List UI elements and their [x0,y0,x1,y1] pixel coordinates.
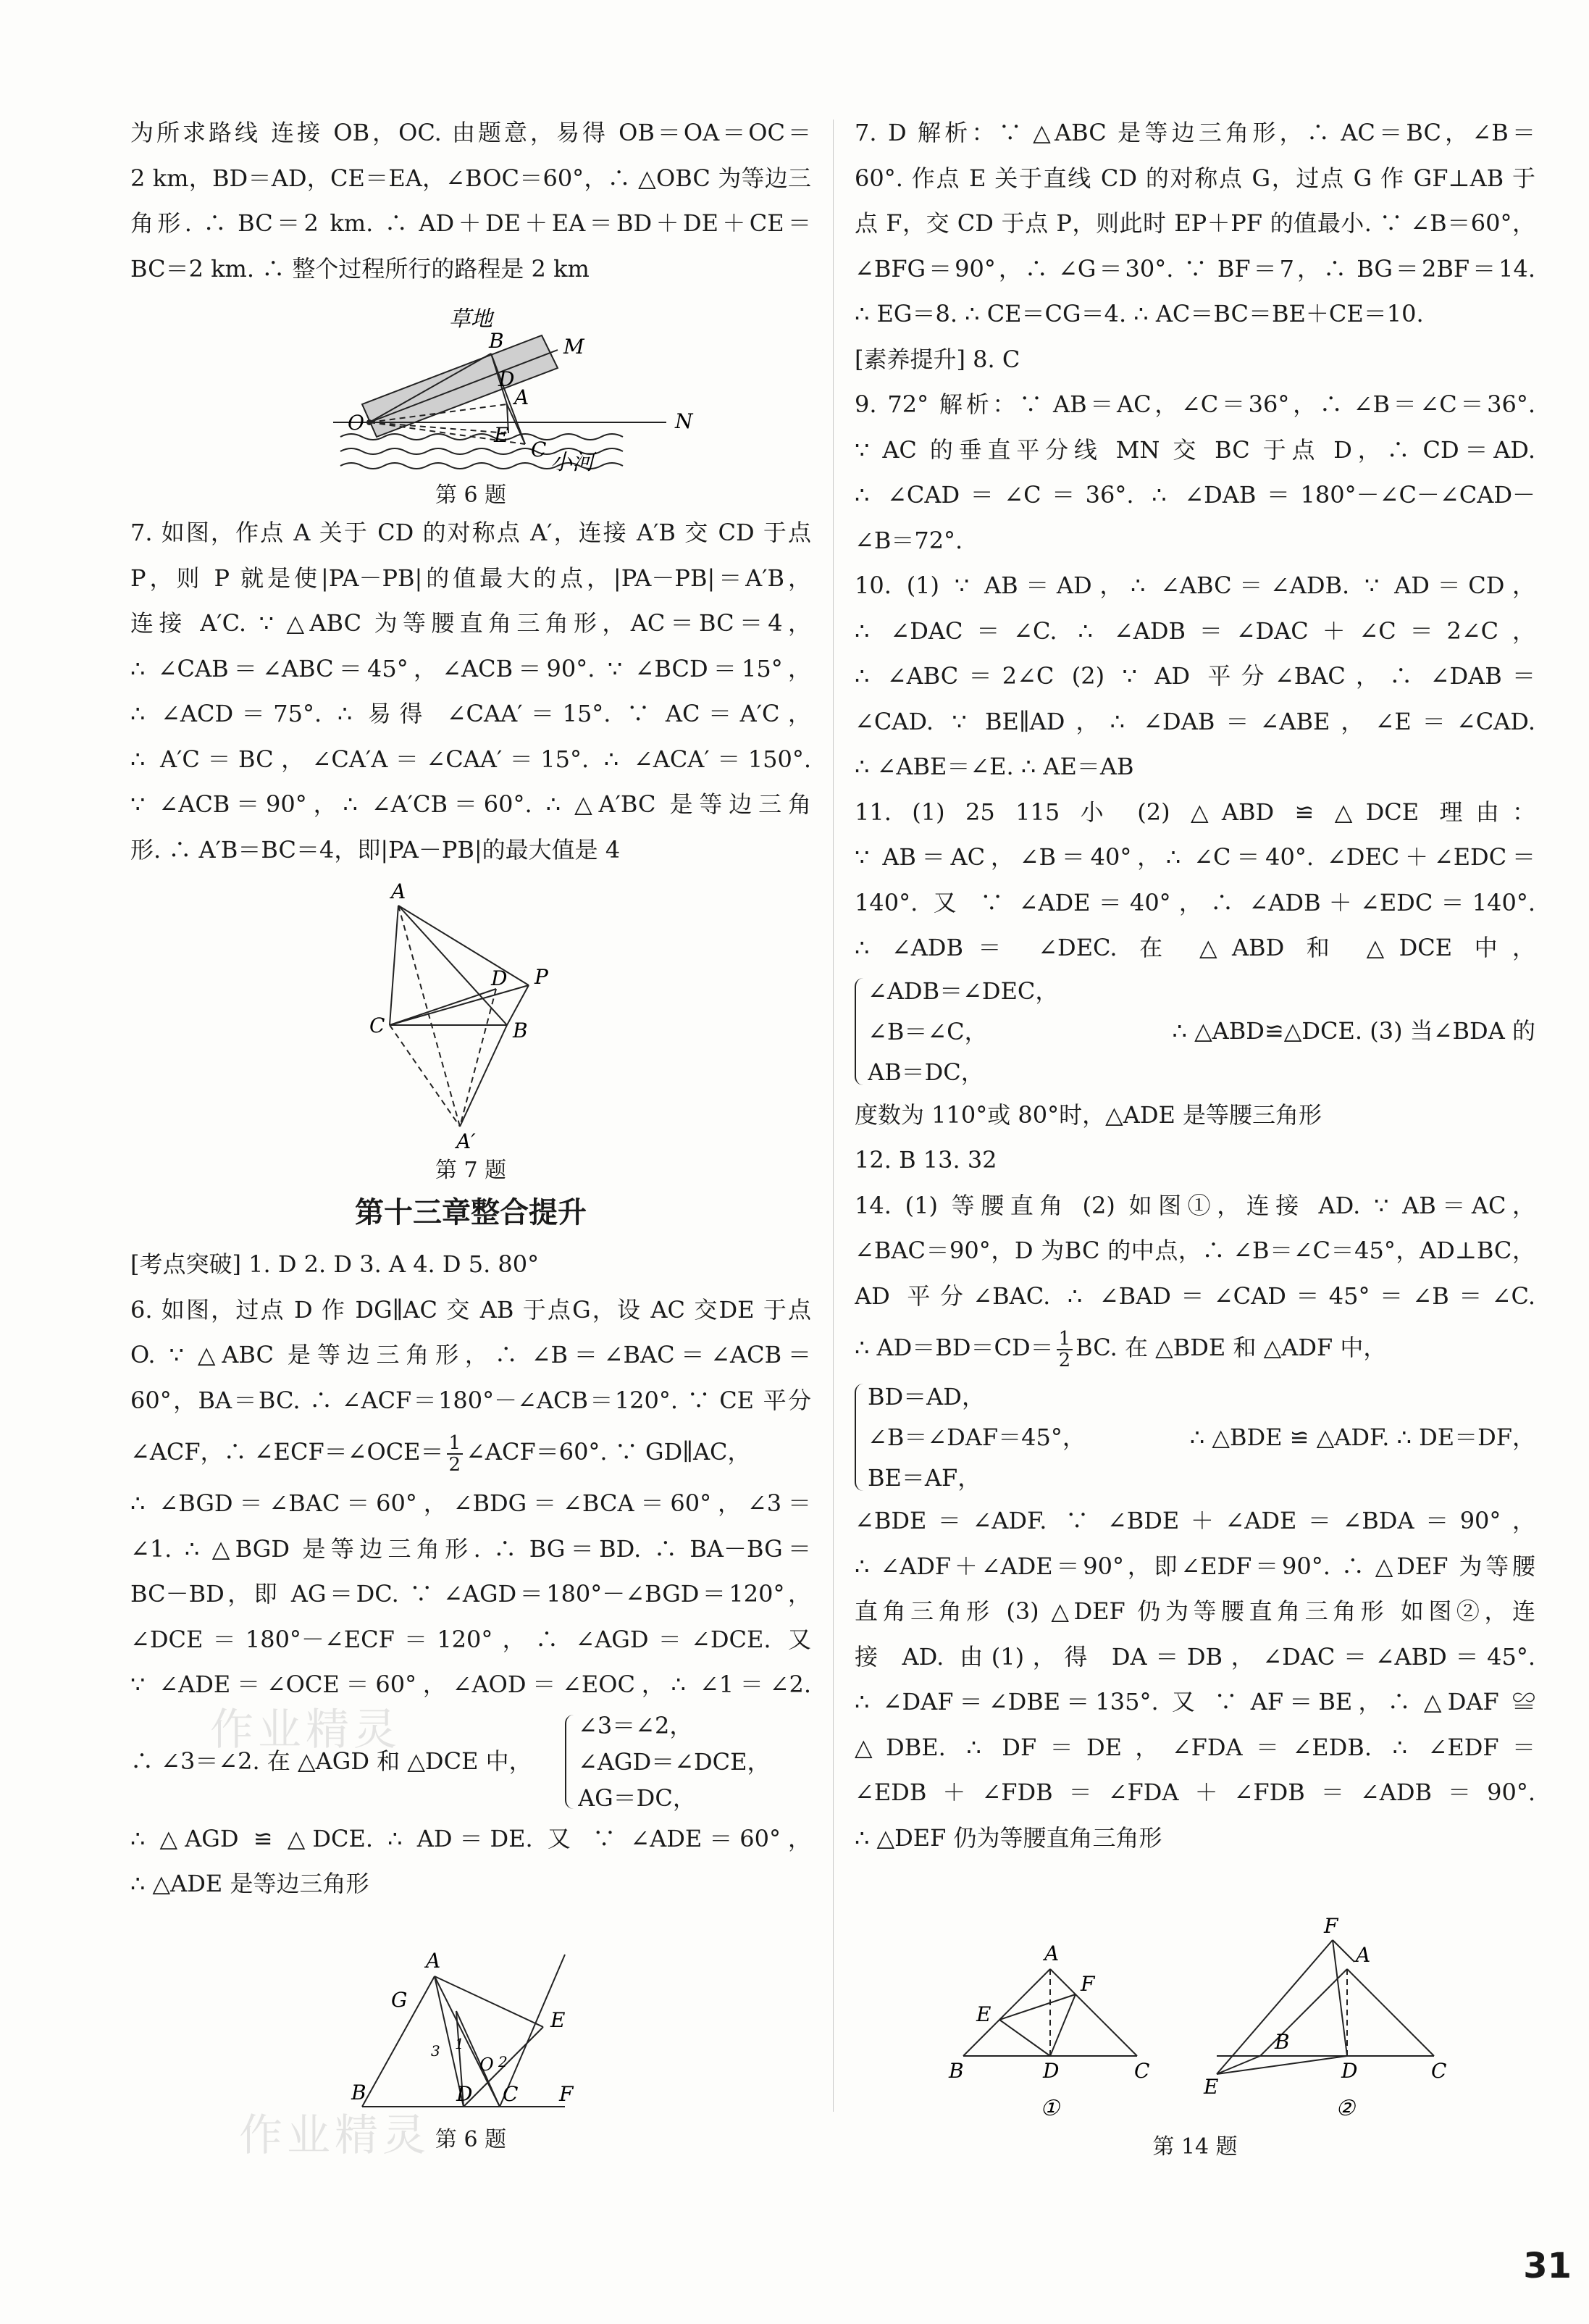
equation: BD＝AD， [868,1383,985,1410]
fraction-denominator: 2 [448,1453,461,1476]
text-fragment: ∠ACF，∴ ∠ECF＝∠OCE＝ [130,1438,444,1466]
chapter-title: 第十三章整合提升 [355,1196,587,1229]
text-line: ∵ AB＝AC，∠B＝40°，∴ ∠C＝40°. ∠DEC＋∠EDC＝ [855,843,1535,871]
text-line: ∴ ∠ABC＝2∠C (2) ∵ AD 平分∠BAC，∴ ∠DAB＝ [855,662,1535,690]
text-line: ∵ ∠ACB＝90°，∴ ∠A′CB＝60°. ∴ △A′BC 是等边三角 [130,790,811,818]
fraction [1057,1329,1073,1371]
equation: ∠3＝∠2， [578,1711,693,1739]
text-line: ∴ △DEF 仍为等腰直角三角形 [855,1823,1162,1852]
column-divider [833,120,834,2112]
subfigure-label: ① [1040,2096,1060,2121]
text-line: 60°. 作点 E 关于直线 CD 的对称点 G，过点 G 作 GF⊥AB 于 [855,164,1535,192]
point-label: E [976,2002,991,2026]
text-line: ∵ AC 的垂直平分线 MN 交 BC 于点 D，∴ CD＝AD. [855,435,1535,464]
figure-6b-drawing [130,1911,811,2121]
point-label: C [1431,2059,1447,2083]
point-label: F [1324,1914,1338,1938]
point-label: A [514,385,529,409]
text-line: 12. B 13. 32 [855,1146,997,1174]
text-line: O. ∵ △ABC 是等边三角形，∴ ∠B＝∠BAC＝∠ACB＝ [130,1341,811,1368]
point-label: N [675,409,693,433]
angle-label: 1 [455,2034,464,2052]
point-label: C [503,2081,519,2106]
text-line: ∠B＝72°. [855,526,963,554]
fraction [447,1433,464,1475]
point-label: E [550,2007,566,2032]
point-label: D [498,367,515,391]
grass-label: 草地 [449,306,492,332]
text-line: 7. 如图，作点 A 关于 CD 的对称点 A′，连接 A′B 交 CD 于点 [130,519,811,546]
equation: ∠B＝∠C， [868,1017,988,1045]
equation: ∠ADB＝∠DEC， [868,977,1059,1005]
text-fragment: ∴ AD＝BD＝CD＝ [855,1334,1054,1361]
angle-label: 2 [498,2052,508,2070]
point-label: A′ [456,1129,476,1152]
equation: ∠B＝∠DAF＝45°， [868,1424,1086,1451]
equation: BE＝AF， [868,1464,981,1492]
figure-6a [130,296,811,506]
equation: AB＝DC， [868,1058,984,1086]
text-line: 140°. 又 ∵ ∠ADE＝40°，∴ ∠ADB＋∠EDC＝140°. [855,888,1535,916]
text-line-fraction [130,1423,811,1481]
equation: AG＝DC， [578,1784,696,1812]
text-line-fraction [855,1318,1535,1376]
text-line: ∴ A′C＝BC，∠CA′A＝∠CAA′＝15°. ∴ ∠ACA′＝150°. [130,745,811,773]
point-label: B [351,2080,366,2104]
text-line: ∴ ∠DAC＝∠C. ∴ ∠ADB＝∠DAC＋∠C＝2∠C， [855,616,1535,645]
text-line: 11. (1) 25 115 小 (2) △ABD ≌ △DCE 理由： [855,798,1535,826]
text-line: 2 km，BD＝AD，CE＝EA，∠BOC＝60°，∴ △OBC 为等边三 [130,164,811,192]
point-label: A [1044,1941,1060,1965]
right-column [855,110,1535,2176]
figure-caption: 第 7 题 [435,1158,507,1183]
angle-label: 3 [431,2041,440,2060]
point-label: B [949,2059,964,2083]
point-label: D [1341,2059,1358,2083]
point-label: O [479,2054,494,2075]
left-column [130,110,811,2162]
text-line: ∴ △ADE 是等边三角形 [130,1870,369,1897]
point-label: E [494,423,509,447]
text-line: P，则 P 就是使|PA－PB|的值最大的点，|PA－PB|＝A′B， [130,564,811,592]
watermark: 作业精灵 [239,2110,430,2161]
text-line: 为所求路线 连接 OB，OC. 由题意，易得 OB＝OA＝OC＝ [130,119,811,146]
equation-system [855,1376,1107,1498]
figure-6a-drawing [130,296,811,477]
equation-system-row [855,971,1535,1092]
subfigure-label: ② [1336,2096,1355,2121]
point-label: P [534,965,548,989]
text-line: ∴ ∠ADF＋∠ADE＝90°，即∠EDF＝90°. ∴ △DEF 为等腰 [855,1552,1535,1580]
text-line: 角形. ∴ BC＝2 km. ∴ AD＋DE＋EA＝BD＋DE＋CE＝ [130,209,811,237]
point-label: A [1356,1943,1371,1967]
text-line: ∵ ∠ADE＝∠OCE＝60°，∠AOD＝∠EOC，∴ ∠1＝∠2. [130,1671,811,1698]
figure-caption: 第 6 题 [435,482,507,508]
text-line: 形. ∴ A′B＝BC＝4，即|PA－PB|的最大值是 4 [130,835,621,864]
equation: ∠AGD＝∠DCE， [578,1747,771,1776]
text-line: 度数为 110°或 80°时，△ADE 是等腰三角形 [855,1100,1322,1129]
text-fragment: ∴ △ABD≌△DCE. (3) 当∠BDA 的 [1172,1017,1535,1045]
figure-6b [130,1911,811,2157]
text-line: 60°，BA＝BC. ∴ ∠ACF＝180°－∠ACB＝120°. ∵ CE 平分 [130,1386,811,1414]
point-label: D [1043,2059,1060,2083]
point-label: G [391,1987,408,2012]
equation-system-row [855,1376,1535,1498]
text-line: ∴ △AGD ≌ △DCE. ∴ AD＝DE. 又 ∵ ∠ADE＝60°， [130,1824,811,1852]
point-label: C [369,1013,385,1037]
text-line: 6. 如图，过点 D 作 DG∥AC 交 AB 于点G，设 AC 交DE 于点 [130,1295,811,1324]
text-line: ∴ ∠ACD＝75°. ∴ 易得 ∠CAA′＝15°. ∵ AC＝A′C， [130,700,811,727]
figure-14 [855,1882,1535,2172]
kaodian-answers: [考点突破] 1. D 2. D 3. A 4. D 5. 80° [130,1250,540,1278]
point-label: B [1275,2030,1290,2054]
text-line: ∠CAD. ∵ BE∥AD，∴ ∠DAB＝∠ABE，∠E＝∠CAD. [855,707,1535,735]
point-label: M [563,335,584,359]
point-label: A [426,1948,441,1973]
point-label: B [489,329,504,353]
text-line: AD 平分∠BAC. ∴ ∠BAD＝∠CAD＝45°＝∠B＝∠C. [855,1282,1535,1310]
point-label: F [559,2081,574,2106]
text-line: ∴ ∠CAD＝∠C＝36°. ∴ ∠DAB＝180°－∠C－∠CAD－ [855,481,1535,509]
text-line: ∠1. ∴ △BGD 是等边三角形. ∴ BG＝BD. ∴ BA－BG＝ [130,1534,811,1563]
point-label: A [391,879,406,903]
watermark: 作业精灵 [210,1705,401,1755]
figure-caption: 第 14 题 [1152,2134,1238,2160]
equation-system [855,971,1078,1092]
text-fragment: ∴ ∠3＝∠2. 在 △AGD 和 △DCE 中， [130,1747,532,1776]
fraction-denominator: 2 [1058,1349,1071,1371]
point-label: F [1081,1972,1095,1996]
suyang-answers: [素养提升] 8. C [855,345,1020,373]
text-line: 接 AD. 由(1)，得 DA＝DB，∠DAC＝∠ABD＝45°. [855,1642,1535,1671]
text-fragment: ∠ACF＝60°. ∵ GD∥AC， [466,1438,751,1466]
text-line: ∴ ∠ADB＝ ∠DEC. 在 △ABD 和 △DCE 中， [855,934,1535,961]
text-line: ∴ ∠ABE＝∠E. ∴ AE＝AB [855,753,1134,780]
text-fragment: BC. 在 △BDE 和 △ADF 中， [1076,1334,1387,1361]
point-label: D [491,966,508,990]
text-line: 9. 72° 解析：∵ AB＝AC，∠C＝36°，∴ ∠B＝∠C＝36°. [855,390,1535,418]
text-line: 点 F，交 CD 于点 P，则此时 EP＋PF 的值最小. ∵ ∠B＝60°， [855,209,1535,237]
figure-14-drawing [855,1882,1535,2128]
text-line: BC－BD，即 AG＝DC. ∵ ∠AGD＝180°－∠BGD＝120°， [130,1580,811,1608]
text-line: ∴ ∠CAB＝∠ABC＝45°，∠ACB＝90°. ∵ ∠BCD＝15°， [130,654,811,682]
text-line: 14. (1) 等腰直角 (2) 如图①，连接 AD. ∵ AB＝AC， [855,1191,1535,1219]
text-line: ∠BFG＝90°，∴ ∠G＝30°. ∵ BF＝7，∴ BG＝2BF＝14. [855,254,1535,283]
point-label: B [513,1019,528,1042]
text-line: 10. (1) ∵ AB＝AD，∴ ∠ABC＝∠ADB. ∵ AD＝CD， [855,572,1535,599]
text-fragment: ∴ △BDE ≌ △ADF. ∴ DE＝DF， [1189,1423,1535,1451]
fraction-numerator: 1 [447,1433,464,1455]
text-line: 连接 A′C. ∵ △ABC 为等腰直角三角形，AC＝BC＝4， [130,609,811,637]
point-label: E [1204,2075,1219,2099]
text-line: ∠DCE＝180°－∠ECF＝120°，∴ ∠AGD＝∠DCE. 又 [130,1625,811,1653]
point-label: C [531,438,547,461]
text-line: ∴ ∠DAF＝∠DBE＝135°. 又 ∵ AF＝BE，∴ △DAF ≌ [855,1688,1535,1715]
point-label: C [1134,2059,1150,2083]
text-line: ∴ ∠BGD＝∠BAC＝60°，∠BDG＝∠BCA＝60°，∠3＝ [130,1489,811,1517]
equation-system [565,1708,770,1816]
text-line: ∠EDB＋∠FDB＝∠FDA＋∠FDB＝∠ADB＝90°. [855,1778,1535,1806]
text-line: 7. D 解析：∵ △ABC 是等边三角形，∴ AC＝BC，∠B＝ [855,119,1535,146]
text-line: ∠BDE＝∠ADF. ∵ ∠BDE＋∠ADE＝∠BDA＝90°， [855,1507,1535,1534]
text-line: BC＝2 km. ∴ 整个过程所行的路程是 2 km [130,254,590,283]
figure-caption: 第 6 题 [435,2126,507,2152]
figure-7 [130,877,811,1181]
figure-7-drawing [130,877,811,1152]
text-line: ∠BAC＝90°，D 为BC 的中点，∴ ∠B＝∠C＝45°，AD⊥BC， [855,1237,1535,1264]
page-number: 31 [1523,2246,1572,2286]
point-label: O [348,411,364,435]
fraction-numerator: 1 [1057,1329,1073,1350]
point-label: D [456,2081,473,2106]
text-line: ∴ EG＝8. ∴ CE＝CG＝4. ∴ AC＝BC＝BE＋CE＝10. [855,300,1424,327]
text-line: △DBE. ∴ DF＝DE，∠FDA＝∠EDB. ∴ ∠EDF＝ [855,1733,1535,1761]
river-label: 小河 [550,450,594,475]
text-line: 直角三角形 (3) △DEF 仍为等腰直角三角形 如图②，连 [855,1597,1535,1625]
